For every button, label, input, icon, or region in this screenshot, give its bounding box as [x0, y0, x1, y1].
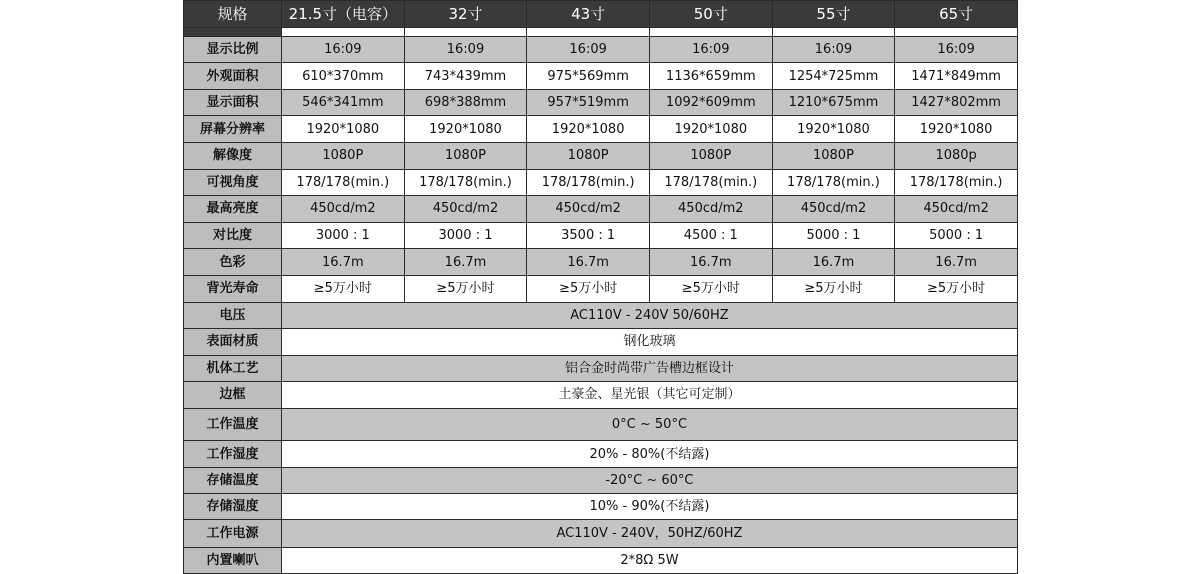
value-cell: 1080p — [895, 143, 1018, 169]
row-label: 机体工艺 — [184, 355, 282, 381]
table-row — [184, 195, 1018, 222]
table-row — [184, 89, 1018, 115]
value-cell: 1210*675mm — [772, 89, 895, 115]
value-cell: 1920*1080 — [404, 115, 527, 142]
value-cell: ≥5万小时 — [282, 275, 405, 302]
table-row — [184, 520, 1018, 547]
value-cell: 975*569mm — [527, 63, 650, 89]
table-row — [184, 169, 1018, 195]
header-size-cell: 43寸 — [527, 1, 650, 28]
row-label: 内置喇叭 — [184, 547, 282, 573]
merged-value-cell: 0°C ~ 50°C — [282, 409, 1018, 441]
row-label: 工作湿度 — [184, 441, 282, 467]
table-row — [184, 467, 1018, 493]
value-cell: 1471*849mm — [895, 63, 1018, 89]
spacer-cell — [404, 28, 527, 37]
value-cell: 450cd/m2 — [527, 195, 650, 222]
spacer-row — [184, 28, 1018, 37]
value-cell: 16.7m — [282, 249, 405, 275]
value-cell: 1920*1080 — [772, 115, 895, 142]
table-row — [184, 355, 1018, 381]
merged-value-cell: AC110V - 240V 50/60HZ — [282, 302, 1018, 328]
spacer-cell — [895, 28, 1018, 37]
merged-value-cell: 钢化玻璃 — [282, 329, 1018, 355]
value-cell: 1080P — [772, 143, 895, 169]
value-cell: 1080P — [404, 143, 527, 169]
row-label: 色彩 — [184, 249, 282, 275]
spec-table — [183, 0, 1018, 574]
value-cell: ≥5万小时 — [649, 275, 772, 302]
value-cell: ≥5万小时 — [527, 275, 650, 302]
row-label: 边框 — [184, 381, 282, 408]
value-cell: 546*341mm — [282, 89, 405, 115]
row-label: 可视角度 — [184, 169, 282, 195]
table-row — [184, 143, 1018, 169]
header-size-cell: 55寸 — [772, 1, 895, 28]
row-label: 最高亮度 — [184, 195, 282, 222]
value-cell: 16.7m — [649, 249, 772, 275]
value-cell: 16.7m — [527, 249, 650, 275]
value-cell: 178/178(min.) — [404, 169, 527, 195]
value-cell: ≥5万小时 — [895, 275, 1018, 302]
table-row — [184, 249, 1018, 275]
value-cell: 4500 : 1 — [649, 223, 772, 249]
merged-value-cell: 2*8Ω 5W — [282, 547, 1018, 573]
value-cell: 16.7m — [895, 249, 1018, 275]
row-label: 显示面积 — [184, 89, 282, 115]
value-cell: 610*370mm — [282, 63, 405, 89]
value-cell: 16:09 — [282, 37, 405, 63]
value-cell: 698*388mm — [404, 89, 527, 115]
value-cell: 3500 : 1 — [527, 223, 650, 249]
table-row — [184, 409, 1018, 441]
table-body — [184, 28, 1018, 574]
value-cell: 178/178(min.) — [527, 169, 650, 195]
value-cell: 1920*1080 — [527, 115, 650, 142]
row-label: 解像度 — [184, 143, 282, 169]
value-cell: 1092*609mm — [649, 89, 772, 115]
merged-value-cell: 土豪金、星光银（其它可定制） — [282, 381, 1018, 408]
row-label: 存储温度 — [184, 467, 282, 493]
header-size-cell: 21.5寸（电容） — [282, 1, 405, 28]
merged-value-cell: 20% - 80%(不结露) — [282, 441, 1018, 467]
merged-value-cell: -20°C ~ 60°C — [282, 467, 1018, 493]
merged-value-cell: AC110V - 240V，50HZ/60HZ — [282, 520, 1018, 547]
spacer-cell — [184, 28, 282, 37]
table-row — [184, 494, 1018, 520]
value-cell: 16:09 — [649, 37, 772, 63]
row-label: 背光寿命 — [184, 275, 282, 302]
row-label: 表面材质 — [184, 329, 282, 355]
row-label: 显示比例 — [184, 37, 282, 63]
header-size-cell: 32寸 — [404, 1, 527, 28]
table-row — [184, 547, 1018, 573]
value-cell: 178/178(min.) — [649, 169, 772, 195]
value-cell: 1920*1080 — [895, 115, 1018, 142]
value-cell: 1136*659mm — [649, 63, 772, 89]
value-cell: 16:09 — [772, 37, 895, 63]
merged-value-cell: 铝合金时尚带广告槽边框设计 — [282, 355, 1018, 381]
value-cell: 178/178(min.) — [895, 169, 1018, 195]
value-cell: 1920*1080 — [649, 115, 772, 142]
value-cell: 16.7m — [772, 249, 895, 275]
table-row — [184, 223, 1018, 249]
value-cell: 178/178(min.) — [772, 169, 895, 195]
table-row — [184, 329, 1018, 355]
table-row — [184, 441, 1018, 467]
row-label: 电压 — [184, 302, 282, 328]
value-cell: 450cd/m2 — [649, 195, 772, 222]
table-row — [184, 381, 1018, 408]
table-header — [184, 1, 1018, 28]
value-cell: 16.7m — [404, 249, 527, 275]
row-label: 对比度 — [184, 223, 282, 249]
merged-value-cell: 10% - 90%(不结露) — [282, 494, 1018, 520]
value-cell: ≥5万小时 — [404, 275, 527, 302]
value-cell: 1427*802mm — [895, 89, 1018, 115]
value-cell: 957*519mm — [527, 89, 650, 115]
table-row — [184, 275, 1018, 302]
value-cell: 3000 : 1 — [282, 223, 405, 249]
value-cell: 450cd/m2 — [772, 195, 895, 222]
spacer-cell — [649, 28, 772, 37]
row-label: 外观面积 — [184, 63, 282, 89]
value-cell: 178/178(min.) — [282, 169, 405, 195]
header-size-cell: 65寸 — [895, 1, 1018, 28]
row-label: 工作温度 — [184, 409, 282, 441]
table-row — [184, 302, 1018, 328]
value-cell: 450cd/m2 — [895, 195, 1018, 222]
row-label: 存储湿度 — [184, 494, 282, 520]
spacer-cell — [527, 28, 650, 37]
value-cell: 1254*725mm — [772, 63, 895, 89]
value-cell: 16:09 — [404, 37, 527, 63]
table-row — [184, 63, 1018, 89]
value-cell: 450cd/m2 — [404, 195, 527, 222]
value-cell: ≥5万小时 — [772, 275, 895, 302]
value-cell: 1080P — [282, 143, 405, 169]
value-cell: 16:09 — [895, 37, 1018, 63]
row-label: 屏幕分辨率 — [184, 115, 282, 142]
header-row — [184, 1, 1018, 28]
row-label: 工作电源 — [184, 520, 282, 547]
value-cell: 450cd/m2 — [282, 195, 405, 222]
value-cell: 743*439mm — [404, 63, 527, 89]
value-cell: 5000 : 1 — [895, 223, 1018, 249]
header-label: 规格 — [184, 1, 282, 28]
value-cell: 1080P — [527, 143, 650, 169]
value-cell: 1920*1080 — [282, 115, 405, 142]
spacer-cell — [772, 28, 895, 37]
value-cell: 1080P — [649, 143, 772, 169]
table-row — [184, 37, 1018, 63]
value-cell: 3000 : 1 — [404, 223, 527, 249]
value-cell: 5000 : 1 — [772, 223, 895, 249]
value-cell: 16:09 — [527, 37, 650, 63]
header-size-cell: 50寸 — [649, 1, 772, 28]
table-row — [184, 115, 1018, 142]
spacer-cell — [282, 28, 405, 37]
